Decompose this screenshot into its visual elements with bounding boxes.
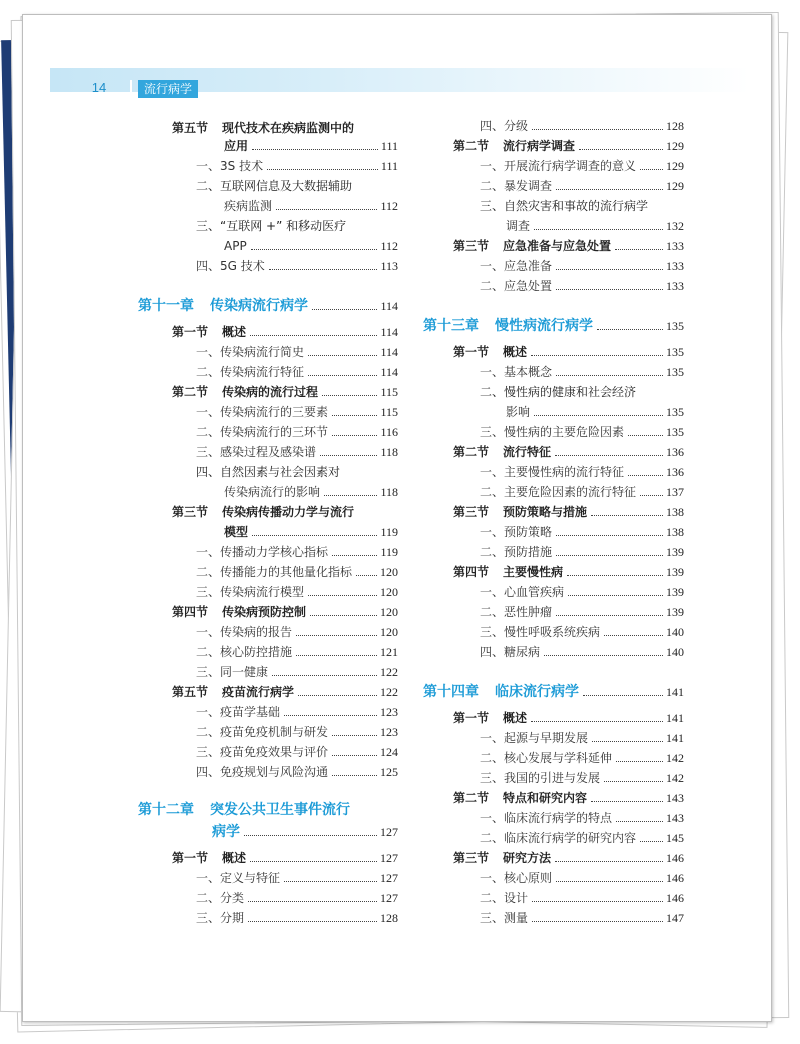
toc-chapter[interactable]: 第十四章 临床流行病学 141 — [423, 684, 684, 700]
toc-item[interactable]: 四、自然因素与社会因素对 — [196, 465, 341, 479]
toc-item[interactable]: 二、核心防控措施 121 — [196, 645, 398, 659]
toc-item[interactable]: 一、传播动力学核心指标 119 — [196, 545, 398, 559]
toc-item[interactable]: 二、应急处置 133 — [480, 279, 684, 293]
toc-item[interactable]: 三、自然灾害和事故的流行病学 — [480, 199, 649, 213]
header-divider — [130, 80, 132, 98]
toc-section[interactable]: 第一节 概述 135 — [453, 345, 684, 359]
toc-item-cont[interactable]: 疾病监测 112 — [224, 199, 398, 213]
toc-item[interactable]: 一、传染病流行的三要素 115 — [196, 405, 398, 419]
toc-section[interactable] — [172, 120, 354, 136]
toc-item[interactable]: 二、暴发调查 129 — [480, 179, 684, 193]
toc-item[interactable]: 二、设计 146 — [480, 891, 684, 905]
toc-item[interactable]: 二、传染病流行特征 114 — [196, 365, 398, 379]
section-title: 现代技术在疾病监测中的 — [222, 121, 355, 135]
toc-item[interactable]: 三、测量 147 — [480, 911, 684, 925]
toc-item[interactable]: 三、分期 128 — [196, 911, 398, 925]
toc-chapter[interactable]: 第十二章 突发公共卫生事件流行 — [138, 802, 350, 818]
toc-section[interactable]: 第四节 传染病预防控制 120 — [172, 605, 398, 619]
toc-chapter[interactable]: 第十三章 慢性病流行病学 135 — [423, 318, 684, 334]
toc-item[interactable]: 二、恶性肿瘤 139 — [480, 605, 684, 619]
toc-item-cont[interactable]: 调查 132 — [506, 219, 684, 233]
toc-item-cont[interactable]: 传染病流行的影响 118 — [224, 485, 398, 499]
toc-item[interactable]: 一、基本概念 135 — [480, 365, 684, 379]
toc-item[interactable]: 二、慢性病的健康和社会经济 — [480, 385, 637, 399]
toc-item[interactable]: 二、预防措施 139 — [480, 545, 684, 559]
toc-section[interactable]: 第一节 概述 114 — [172, 325, 398, 339]
toc-chapter-cont[interactable]: 病学 127 — [212, 824, 398, 840]
toc-section[interactable]: 第一节 概述 127 — [172, 851, 398, 865]
toc-item[interactable]: 二、主要危险因素的流行特征 137 — [480, 485, 684, 499]
toc-item-cont[interactable]: 影响 135 — [506, 405, 684, 419]
toc-item-cont[interactable]: APP 112 — [224, 239, 398, 253]
toc-item[interactable]: 三、疫苗免疫效果与评价 124 — [196, 745, 398, 759]
toc-item[interactable]: 一、应急准备 133 — [480, 259, 684, 273]
toc-item[interactable]: 四、分级 128 — [480, 119, 684, 133]
toc-item[interactable]: 一、临床流行病学的特点 143 — [480, 811, 684, 825]
toc-item[interactable]: 四、5G 技术 113 — [196, 259, 398, 273]
toc-section-cont[interactable]: 应用 111 — [224, 139, 398, 153]
toc-section[interactable]: 第五节 疫苗流行病学 122 — [172, 685, 398, 699]
toc-item[interactable]: 一、定义与特征 127 — [196, 871, 398, 885]
toc-item[interactable]: 三、我国的引进与发展 142 — [480, 771, 684, 785]
toc-item[interactable]: 一、疫苗学基础 123 — [196, 705, 398, 719]
toc-section[interactable]: 第二节 传染病的流行过程 115 — [172, 385, 398, 399]
toc-section[interactable]: 第三节 研究方法 146 — [453, 851, 684, 865]
toc-item[interactable]: 三、慢性呼吸系统疾病 140 — [480, 625, 684, 639]
toc-item[interactable]: 二、核心发展与学科延伸 142 — [480, 751, 684, 765]
toc-section[interactable]: 第三节 预防策略与措施 138 — [453, 505, 684, 519]
page-number: 14 — [91, 80, 107, 95]
toc-item[interactable]: 三、慢性病的主要危险因素 135 — [480, 425, 684, 439]
toc-item[interactable]: 一、心血管疾病 139 — [480, 585, 684, 599]
toc-item[interactable]: 二、疫苗免疫机制与研发 123 — [196, 725, 398, 739]
toc-chapter[interactable]: 第十一章 传染病流行病学 114 — [138, 298, 398, 314]
toc-item[interactable]: 一、传染病的报告 120 — [196, 625, 398, 639]
toc-item[interactable]: 一、3S 技术 111 — [196, 159, 398, 173]
toc-item[interactable]: 一、起源与早期发展 141 — [480, 731, 684, 745]
toc-item[interactable]: 三、“互联网 +” 和移动医疗 — [196, 219, 347, 233]
toc-item[interactable]: 四、糖尿病 140 — [480, 645, 684, 659]
toc-item[interactable]: 二、互联网信息及大数据辅助 — [196, 179, 353, 193]
toc-item[interactable]: 三、感染过程及感染谱 118 — [196, 445, 398, 459]
toc-item[interactable]: 一、开展流行病学调查的意义 129 — [480, 159, 684, 173]
toc-item[interactable]: 四、免疫规划与风险沟通 125 — [196, 765, 398, 779]
toc-item[interactable]: 三、传染病流行模型 120 — [196, 585, 398, 599]
section-number: 第五节 — [172, 121, 209, 135]
toc-section[interactable]: 第二节 特点和研究内容 143 — [453, 791, 684, 805]
toc-section[interactable]: 第三节 传染病传播动力学与流行 — [172, 505, 355, 519]
toc-item[interactable]: 二、传播能力的其他量化指标 120 — [196, 565, 398, 579]
toc-item[interactable]: 二、传染病流行的三环节 116 — [196, 425, 398, 439]
toc-item[interactable]: 一、预防策略 138 — [480, 525, 684, 539]
toc-item[interactable]: 一、核心原则 146 — [480, 871, 684, 885]
toc-section[interactable]: 第四节 主要慢性病 139 — [453, 565, 684, 579]
toc-section[interactable]: 第二节 流行特征 136 — [453, 445, 684, 459]
toc-section-cont[interactable]: 模型 119 — [224, 525, 398, 539]
toc-item[interactable]: 三、同一健康 122 — [196, 665, 398, 679]
toc-item[interactable]: 二、分类 127 — [196, 891, 398, 905]
toc-item[interactable]: 一、传染病流行简史 114 — [196, 345, 398, 359]
toc-section[interactable]: 第一节 概述 141 — [453, 711, 684, 725]
toc-section[interactable]: 第二节 流行病学调查 129 — [453, 139, 684, 153]
toc-item[interactable]: 一、主要慢性病的流行特征 136 — [480, 465, 684, 479]
toc-section[interactable]: 第三节 应急准备与应急处置 133 — [453, 239, 684, 253]
book-title: 流行病学 — [138, 80, 198, 98]
toc-item[interactable]: 二、临床流行病学的研究内容 145 — [480, 831, 684, 845]
